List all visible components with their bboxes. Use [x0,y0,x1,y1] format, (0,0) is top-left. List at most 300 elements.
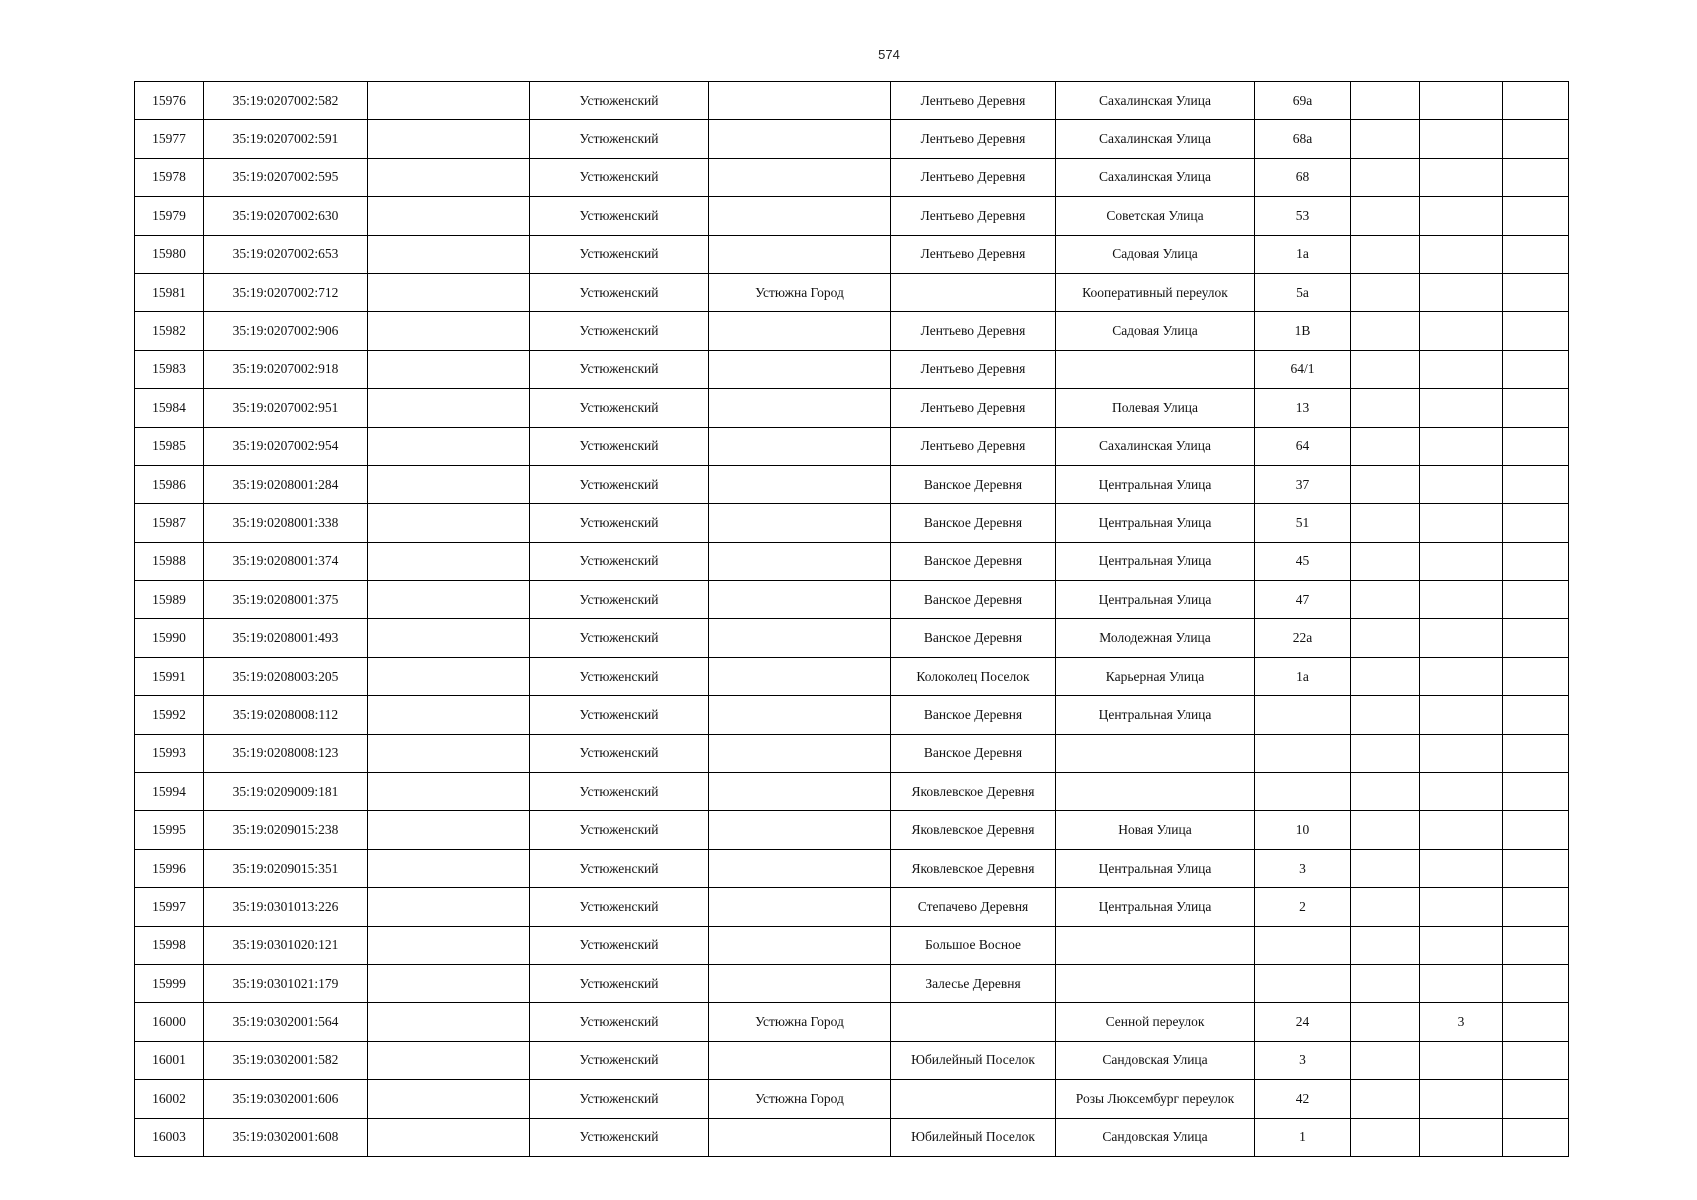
apartment-cell [1503,82,1569,120]
cadastral-number-cell: 35:19:0302001:582 [204,1041,368,1079]
table-row [135,82,1569,120]
district-cell: Устюженский [530,1041,709,1079]
row-number-cell: 15978 [135,158,204,196]
table-row [135,581,1569,619]
apartment-cell [1503,120,1569,158]
registry-body [135,82,1569,1157]
city-cell: Устюжна Город [709,273,891,311]
structure-cell: 3 [1420,1003,1503,1041]
blank-cell [368,888,530,926]
structure-cell [1420,657,1503,695]
city-cell [709,811,891,849]
settlement-cell: Лентьево Деревня [891,82,1056,120]
apartment-cell [1503,350,1569,388]
street-cell: Сахалинская Улица [1056,82,1255,120]
district-cell: Устюженский [530,964,709,1002]
house-cell: 45 [1255,542,1351,580]
cadastral-number-cell: 35:19:0207002:712 [204,273,368,311]
building-cell [1351,120,1420,158]
cadastral-number-cell: 35:19:0208008:123 [204,734,368,772]
building-cell [1351,811,1420,849]
district-cell: Устюженский [530,696,709,734]
cadastral-number-cell: 35:19:0207002:591 [204,120,368,158]
structure-cell [1420,926,1503,964]
apartment-cell [1503,619,1569,657]
city-cell [709,158,891,196]
cadastral-number-cell: 35:19:0209015:351 [204,849,368,887]
blank-cell [368,581,530,619]
house-cell: 1В [1255,312,1351,350]
table-row [135,1003,1569,1041]
city-cell: Устюжна Город [709,1003,891,1041]
apartment-cell [1503,1080,1569,1118]
blank-cell [368,542,530,580]
cadastral-number-cell: 35:19:0207002:582 [204,82,368,120]
cadastral-number-cell: 35:19:0302001:608 [204,1118,368,1156]
district-cell: Устюженский [530,427,709,465]
house-cell: 68 [1255,158,1351,196]
settlement-cell: Большое Восное [891,926,1056,964]
city-cell [709,581,891,619]
table-row [135,811,1569,849]
blank-cell [368,273,530,311]
district-cell: Устюженский [530,235,709,273]
blank-cell [368,1041,530,1079]
table-row [135,1080,1569,1118]
district-cell: Устюженский [530,888,709,926]
blank-cell [368,773,530,811]
city-cell: Устюжна Город [709,1080,891,1118]
district-cell: Устюженский [530,773,709,811]
structure-cell [1420,158,1503,196]
apartment-cell [1503,465,1569,503]
street-cell: Садовая Улица [1056,235,1255,273]
district-cell: Устюженский [530,734,709,772]
district-cell: Устюженский [530,389,709,427]
cadastral-number-cell: 35:19:0208001:375 [204,581,368,619]
row-number-cell: 15999 [135,964,204,1002]
settlement-cell: Юбилейный Поселок [891,1041,1056,1079]
blank-cell [368,120,530,158]
row-number-cell: 15988 [135,542,204,580]
table-row [135,427,1569,465]
building-cell [1351,1003,1420,1041]
city-cell [709,197,891,235]
district-cell: Устюженский [530,811,709,849]
street-cell: Центральная Улица [1056,465,1255,503]
district-cell: Устюженский [530,82,709,120]
city-cell [709,734,891,772]
house-cell: 13 [1255,389,1351,427]
cadastral-number-cell: 35:19:0207002:906 [204,312,368,350]
district-cell: Устюженский [530,158,709,196]
cadastral-number-cell: 35:19:0208001:284 [204,465,368,503]
street-cell: Центральная Улица [1056,888,1255,926]
building-cell [1351,197,1420,235]
cadastral-number-cell: 35:19:0209015:238 [204,811,368,849]
street-cell: Сенной переулок [1056,1003,1255,1041]
row-number-cell: 15986 [135,465,204,503]
city-cell [709,696,891,734]
blank-cell [368,964,530,1002]
settlement-cell: Залесье Деревня [891,964,1056,1002]
row-number-cell: 15982 [135,312,204,350]
row-number-cell: 16001 [135,1041,204,1079]
table-row [135,465,1569,503]
structure-cell [1420,235,1503,273]
house-cell: 1 [1255,1118,1351,1156]
city-cell [709,657,891,695]
structure-cell [1420,82,1503,120]
street-cell: Садовая Улица [1056,312,1255,350]
structure-cell [1420,542,1503,580]
house-cell: 42 [1255,1080,1351,1118]
blank-cell [368,619,530,657]
table-row [135,888,1569,926]
apartment-cell [1503,773,1569,811]
city-cell [709,465,891,503]
building-cell [1351,350,1420,388]
structure-cell [1420,350,1503,388]
city-cell [709,888,891,926]
house-cell: 68а [1255,120,1351,158]
structure-cell [1420,734,1503,772]
blank-cell [368,849,530,887]
city-cell [709,235,891,273]
table-row [135,120,1569,158]
district-cell: Устюженский [530,619,709,657]
table-row [135,389,1569,427]
street-cell: Молодежная Улица [1056,619,1255,657]
city-cell [709,964,891,1002]
settlement-cell: Лентьево Деревня [891,120,1056,158]
structure-cell [1420,773,1503,811]
structure-cell [1420,1041,1503,1079]
row-number-cell: 16000 [135,1003,204,1041]
district-cell: Устюженский [530,581,709,619]
settlement-cell: Яковлевское Деревня [891,849,1056,887]
cadastral-number-cell: 35:19:0301013:226 [204,888,368,926]
house-cell: 64/1 [1255,350,1351,388]
building-cell [1351,542,1420,580]
house-cell: 69а [1255,82,1351,120]
table-row [135,235,1569,273]
building-cell [1351,964,1420,1002]
row-number-cell: 15989 [135,581,204,619]
house-cell: 3 [1255,849,1351,887]
blank-cell [368,235,530,273]
cadastral-number-cell: 35:19:0207002:653 [204,235,368,273]
table-row [135,734,1569,772]
row-number-cell: 16002 [135,1080,204,1118]
street-cell [1056,350,1255,388]
settlement-cell: Колоколец Поселок [891,657,1056,695]
structure-cell [1420,849,1503,887]
table-row [135,964,1569,1002]
structure-cell [1420,197,1503,235]
cadastral-number-cell: 35:19:0207002:630 [204,197,368,235]
settlement-cell: Лентьево Деревня [891,427,1056,465]
street-cell: Сандовская Улица [1056,1118,1255,1156]
building-cell [1351,581,1420,619]
settlement-cell [891,273,1056,311]
structure-cell [1420,465,1503,503]
cadastral-number-cell: 35:19:0302001:564 [204,1003,368,1041]
row-number-cell: 15990 [135,619,204,657]
table-row [135,350,1569,388]
settlement-cell: Яковлевское Деревня [891,773,1056,811]
apartment-cell [1503,197,1569,235]
apartment-cell [1503,1041,1569,1079]
house-cell: 24 [1255,1003,1351,1041]
city-cell [709,849,891,887]
settlement-cell: Лентьево Деревня [891,197,1056,235]
city-cell [709,773,891,811]
house-cell: 1а [1255,235,1351,273]
building-cell [1351,696,1420,734]
apartment-cell [1503,734,1569,772]
settlement-cell: Ванское Деревня [891,581,1056,619]
cadastral-number-cell: 35:19:0209009:181 [204,773,368,811]
district-cell: Устюженский [530,273,709,311]
settlement-cell: Ванское Деревня [891,465,1056,503]
building-cell [1351,734,1420,772]
settlement-cell [891,1003,1056,1041]
building-cell [1351,465,1420,503]
district-cell: Устюженский [530,312,709,350]
registry-table [134,81,1569,1157]
district-cell: Устюженский [530,197,709,235]
settlement-cell: Степачево Деревня [891,888,1056,926]
row-number-cell: 15983 [135,350,204,388]
row-number-cell: 15984 [135,389,204,427]
table-row [135,273,1569,311]
street-cell: Сахалинская Улица [1056,120,1255,158]
street-cell: Центральная Улица [1056,504,1255,542]
table-row [135,657,1569,695]
row-number-cell: 15992 [135,696,204,734]
street-cell: Сахалинская Улица [1056,427,1255,465]
blank-cell [368,350,530,388]
street-cell [1056,964,1255,1002]
apartment-cell [1503,427,1569,465]
row-number-cell: 15980 [135,235,204,273]
apartment-cell [1503,312,1569,350]
building-cell [1351,427,1420,465]
table-row [135,504,1569,542]
street-cell: Кооперативный переулок [1056,273,1255,311]
district-cell: Устюженский [530,1118,709,1156]
city-cell [709,619,891,657]
street-cell [1056,773,1255,811]
building-cell [1351,888,1420,926]
settlement-cell: Лентьево Деревня [891,312,1056,350]
street-cell: Карьерная Улица [1056,657,1255,695]
city-cell [709,389,891,427]
structure-cell [1420,619,1503,657]
house-cell: 37 [1255,465,1351,503]
building-cell [1351,773,1420,811]
building-cell [1351,158,1420,196]
city-cell [709,926,891,964]
cadastral-number-cell: 35:19:0208008:112 [204,696,368,734]
apartment-cell [1503,581,1569,619]
house-cell: 47 [1255,581,1351,619]
settlement-cell: Юбилейный Поселок [891,1118,1056,1156]
house-cell [1255,734,1351,772]
street-cell: Центральная Улица [1056,542,1255,580]
apartment-cell [1503,158,1569,196]
house-cell [1255,696,1351,734]
blank-cell [368,389,530,427]
apartment-cell [1503,811,1569,849]
row-number-cell: 15991 [135,657,204,695]
apartment-cell [1503,888,1569,926]
house-cell: 5а [1255,273,1351,311]
house-cell [1255,773,1351,811]
structure-cell [1420,389,1503,427]
blank-cell [368,696,530,734]
table-row [135,849,1569,887]
street-cell: Сандовская Улица [1056,1041,1255,1079]
row-number-cell: 15995 [135,811,204,849]
table-row [135,926,1569,964]
district-cell: Устюженский [530,657,709,695]
apartment-cell [1503,542,1569,580]
structure-cell [1420,120,1503,158]
street-cell: Розы Люксембург переулок [1056,1080,1255,1118]
settlement-cell [891,1080,1056,1118]
street-cell: Центральная Улица [1056,696,1255,734]
table-row [135,696,1569,734]
blank-cell [368,504,530,542]
house-cell: 22а [1255,619,1351,657]
blank-cell [368,427,530,465]
district-cell: Устюженский [530,350,709,388]
row-number-cell: 15977 [135,120,204,158]
cadastral-number-cell: 35:19:0208001:493 [204,619,368,657]
apartment-cell [1503,1118,1569,1156]
table-row [135,773,1569,811]
cadastral-number-cell: 35:19:0302001:606 [204,1080,368,1118]
building-cell [1351,312,1420,350]
house-cell: 64 [1255,427,1351,465]
building-cell [1351,273,1420,311]
row-number-cell: 15996 [135,849,204,887]
apartment-cell [1503,235,1569,273]
structure-cell [1420,427,1503,465]
street-cell: Центральная Улица [1056,581,1255,619]
row-number-cell: 15998 [135,926,204,964]
house-cell: 3 [1255,1041,1351,1079]
building-cell [1351,1080,1420,1118]
row-number-cell: 16003 [135,1118,204,1156]
row-number-cell: 15985 [135,427,204,465]
structure-cell [1420,312,1503,350]
house-cell: 53 [1255,197,1351,235]
district-cell: Устюженский [530,120,709,158]
building-cell [1351,82,1420,120]
blank-cell [368,312,530,350]
blank-cell [368,1080,530,1118]
table-row [135,619,1569,657]
page-number: 574 [878,47,900,62]
row-number-cell: 15987 [135,504,204,542]
row-number-cell: 15993 [135,734,204,772]
building-cell [1351,389,1420,427]
structure-cell [1420,964,1503,1002]
table-row [135,1118,1569,1156]
cadastral-number-cell: 35:19:0207002:918 [204,350,368,388]
city-cell [709,312,891,350]
settlement-cell: Ванское Деревня [891,504,1056,542]
blank-cell [368,158,530,196]
row-number-cell: 15976 [135,82,204,120]
street-cell: Советская Улица [1056,197,1255,235]
street-cell: Сахалинская Улица [1056,158,1255,196]
cadastral-number-cell: 35:19:0301020:121 [204,926,368,964]
building-cell [1351,657,1420,695]
cadastral-number-cell: 35:19:0208001:374 [204,542,368,580]
street-cell: Новая Улица [1056,811,1255,849]
cadastral-number-cell: 35:19:0208003:205 [204,657,368,695]
blank-cell [368,465,530,503]
city-cell [709,82,891,120]
structure-cell [1420,1118,1503,1156]
district-cell: Устюженский [530,926,709,964]
blank-cell [368,1118,530,1156]
city-cell [709,504,891,542]
apartment-cell [1503,1003,1569,1041]
blank-cell [368,657,530,695]
row-number-cell: 15981 [135,273,204,311]
apartment-cell [1503,696,1569,734]
blank-cell [368,1003,530,1041]
building-cell [1351,619,1420,657]
settlement-cell: Ванское Деревня [891,619,1056,657]
district-cell: Устюженский [530,1080,709,1118]
structure-cell [1420,696,1503,734]
building-cell [1351,235,1420,273]
house-cell: 2 [1255,888,1351,926]
table-row [135,158,1569,196]
apartment-cell [1503,504,1569,542]
settlement-cell: Лентьево Деревня [891,389,1056,427]
city-cell [709,350,891,388]
cadastral-number-cell: 35:19:0301021:179 [204,964,368,1002]
apartment-cell [1503,964,1569,1002]
district-cell: Устюженский [530,849,709,887]
apartment-cell [1503,657,1569,695]
structure-cell [1420,888,1503,926]
settlement-cell: Лентьево Деревня [891,235,1056,273]
city-cell [709,427,891,465]
house-cell: 1а [1255,657,1351,695]
structure-cell [1420,504,1503,542]
settlement-cell: Лентьево Деревня [891,158,1056,196]
row-number-cell: 15994 [135,773,204,811]
city-cell [709,1118,891,1156]
blank-cell [368,811,530,849]
settlement-cell: Яковлевское Деревня [891,811,1056,849]
building-cell [1351,926,1420,964]
building-cell [1351,849,1420,887]
house-cell [1255,926,1351,964]
district-cell: Устюженский [530,542,709,580]
city-cell [709,542,891,580]
structure-cell [1420,273,1503,311]
cadastral-number-cell: 35:19:0207002:954 [204,427,368,465]
